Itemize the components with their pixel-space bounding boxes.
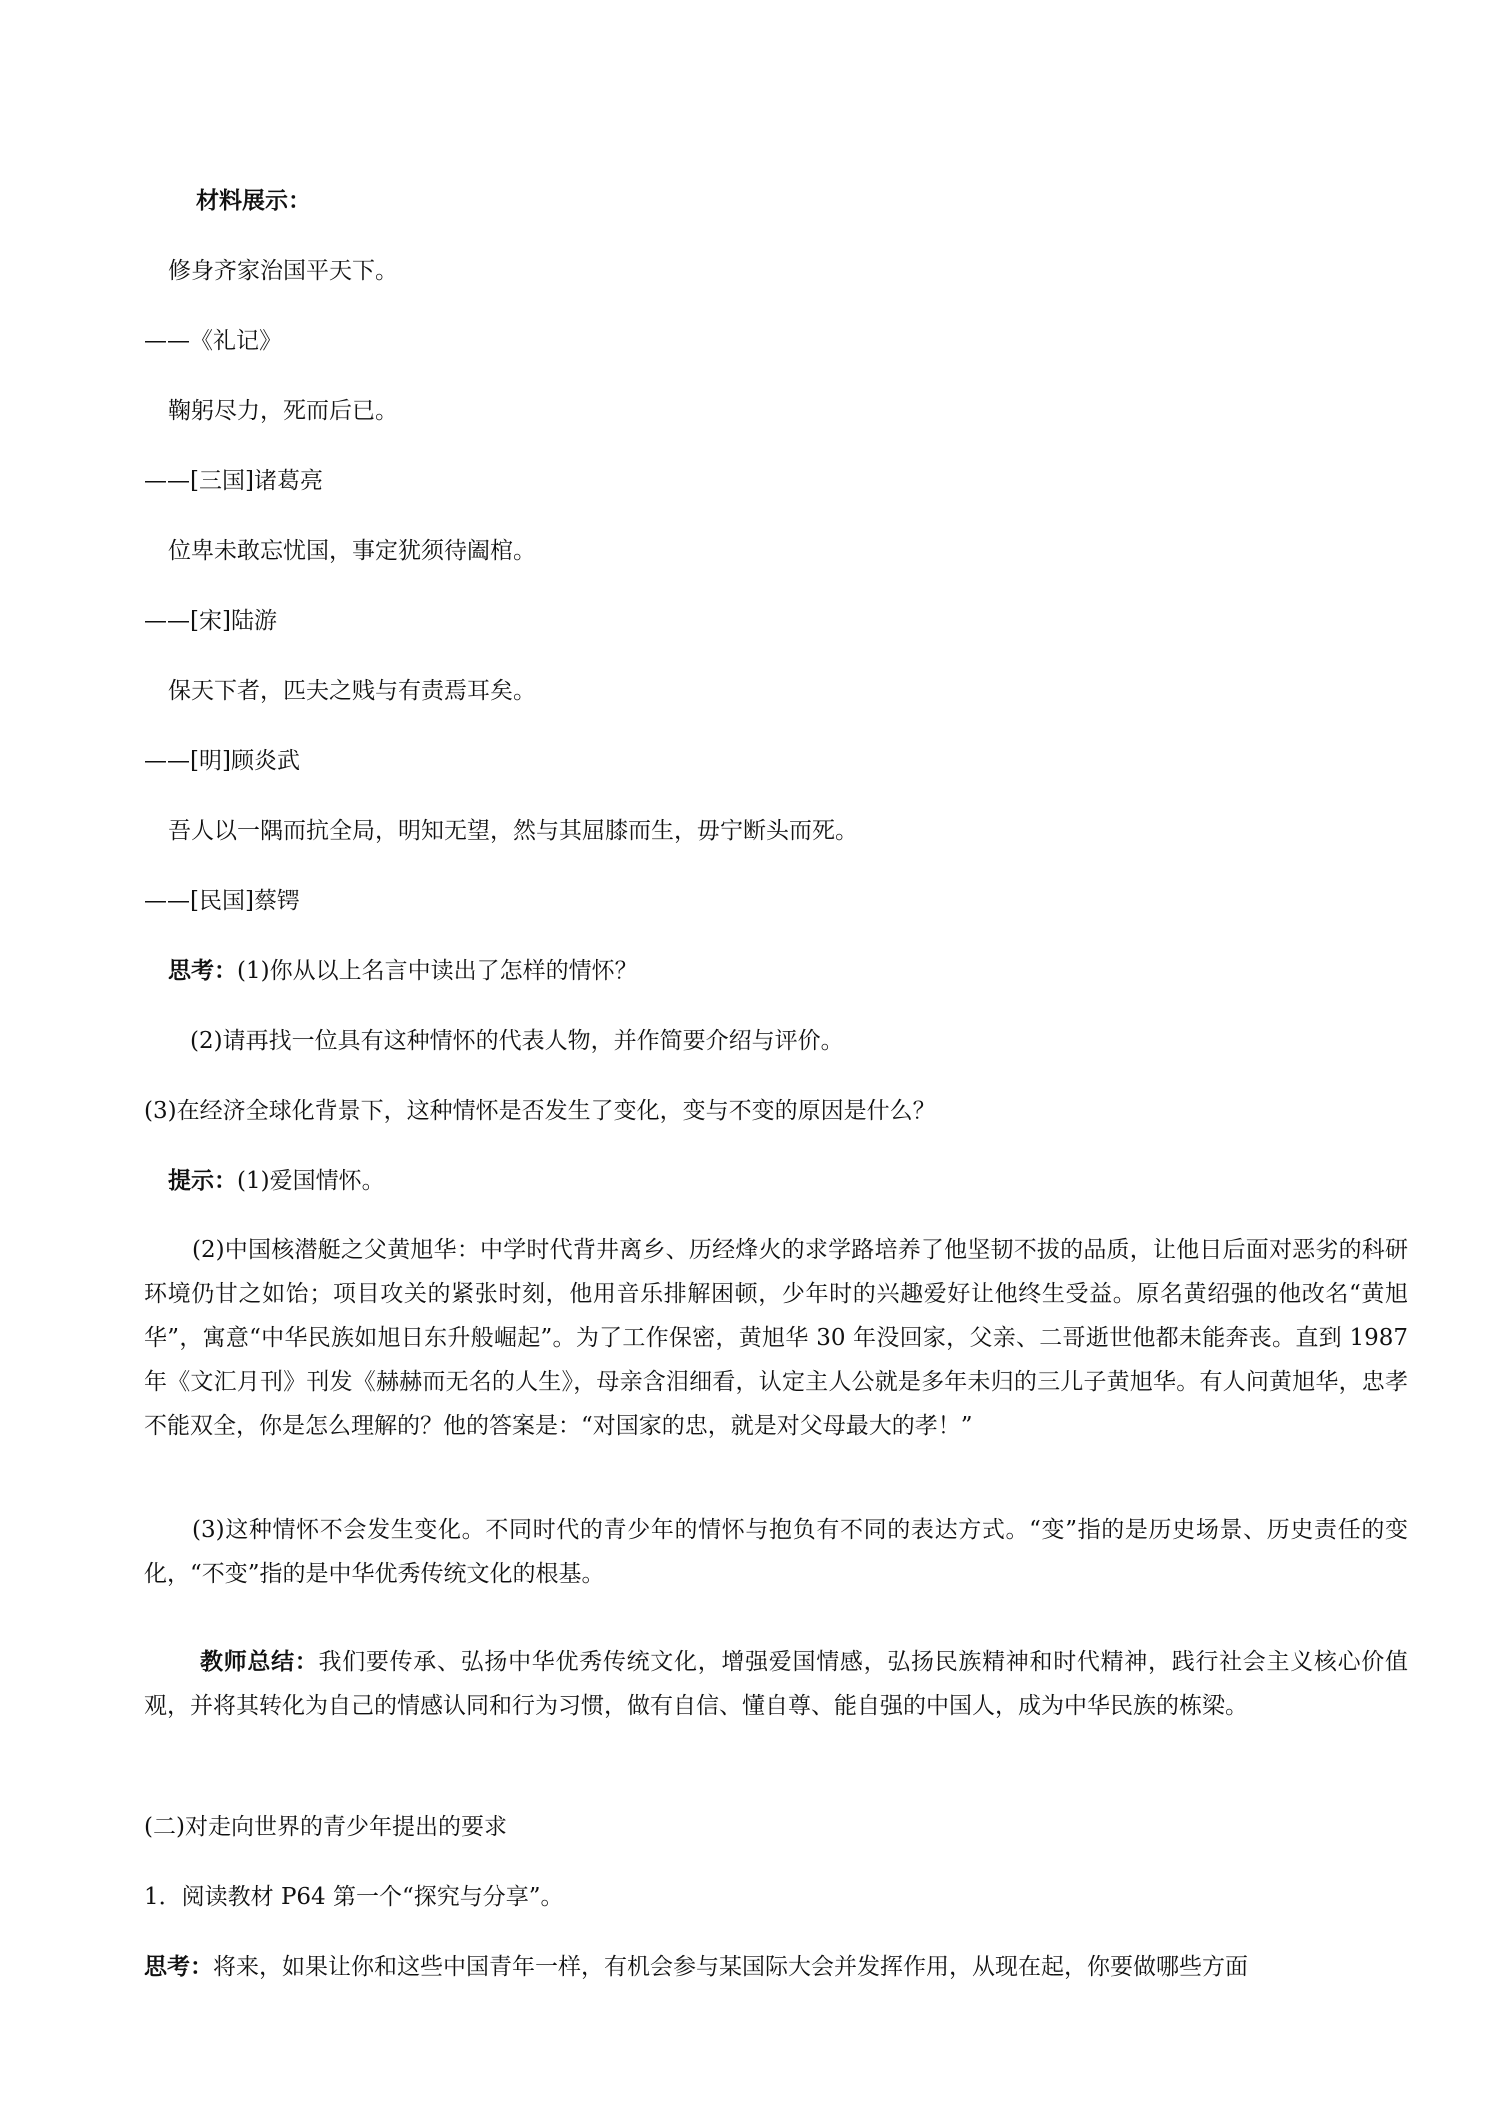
section2-think-text: 将来，如果让你和这些中国青年一样，有机会参与某国际大会并发挥作用，从现在起，你要做哪些方面 bbox=[213, 1954, 1248, 1980]
hint-a3-paragraph: (3)这种情怀不会发生变化。不同时代的青少年的情怀与抱负有不同的表达方式。“变”指的是历史场景、历史责任的变化，“不变”指的是中华优秀传统文化的根基。 bbox=[144, 1517, 1408, 1587]
quote-text-1: 修身齐家治国平天下。 bbox=[168, 258, 398, 284]
section2-think-label: 思考： bbox=[144, 1954, 213, 1980]
summary-text: 我们要传承、弘扬中华优秀传统文化，增强爱国情感，弘扬民族精神和时代精神，践行社会主义核心价值观，并将其转化为自己的情感认同和行为习惯，做有自信、懂自尊、能自强的中国人，成为中华民族的栋梁。 bbox=[144, 1649, 1408, 1719]
think-q1-text: (1)你从以上名言中读出了怎样的情怀？ bbox=[237, 958, 638, 984]
quote-source-1: ——《礼记》 bbox=[144, 328, 282, 354]
think-q3: (3)在经济全球化背景下，这种情怀是否发生了变化，变与不变的原因是什么？ bbox=[144, 1098, 936, 1124]
quote-source-4: ——[明]顾炎武 bbox=[144, 748, 300, 774]
think-label: 思考： bbox=[168, 958, 237, 984]
hint-a2-paragraph: (2)中国核潜艇之父黄旭华：中学时代背井离乡、历经烽火的求学路培养了他坚韧不拔的品质，让他日后面对恶劣的科研环境仍甘之如饴；项目攻关的紧张时刻，他用音乐排解困顿，少年时的兴趣爱好让他终生受益。原名黄绍强的他改名“黄旭华”，寓意“中华民族如旭日东升般崛起”。为了工作保密，黄旭华 30 年没回家，父亲、二哥逝世他都未能奔丧。直到 1987 年《文汇月刊》刊发《赫赫而无名的人生》，母亲含泪细看，认定主人公就是多年未归的三儿子黄旭华。有人问黄旭华，忠孝不能双全，你是怎么理解的？他的答案是：“对国家的忠，就是对父母最大的孝！” bbox=[144, 1237, 1408, 1439]
quote-text-4: 保天下者，匹夫之贱与有责焉耳矣。 bbox=[168, 678, 536, 704]
quote-source-3: ——[宋]陆游 bbox=[144, 608, 277, 634]
material-heading: 材料展示： bbox=[196, 188, 311, 214]
quote-text-2: 鞠躬尽力，死而后已。 bbox=[168, 398, 398, 424]
quote-source-2: ——[三国]诸葛亮 bbox=[144, 468, 323, 494]
hint-a1 bbox=[168, 1166, 385, 1196]
summary-label: 教师总结： bbox=[200, 1649, 319, 1675]
hint-label: 提示： bbox=[168, 1168, 237, 1194]
summary-paragraph bbox=[144, 1640, 1408, 1728]
section2-title: (二)对走向世界的青少年提出的要求 bbox=[144, 1814, 507, 1840]
section2-think bbox=[144, 1952, 1248, 1982]
quote-text-3: 位卑未敢忘忧国，事定犹须待阖棺。 bbox=[168, 538, 536, 564]
quote-source-5: ——[民国]蔡锷 bbox=[144, 888, 300, 914]
think-q1 bbox=[168, 956, 638, 986]
think-q2: (2)请再找一位具有这种情怀的代表人物，并作简要介绍与评价。 bbox=[190, 1028, 844, 1054]
section2-item1: 1．阅读教材 P64 第一个“探究与分享”。 bbox=[144, 1884, 564, 1910]
hint-a1-text: (1)爱国情怀。 bbox=[237, 1168, 385, 1194]
quote-text-5: 吾人以一隅而抗全局，明知无望，然与其屈膝而生，毋宁断头而死。 bbox=[168, 818, 858, 844]
